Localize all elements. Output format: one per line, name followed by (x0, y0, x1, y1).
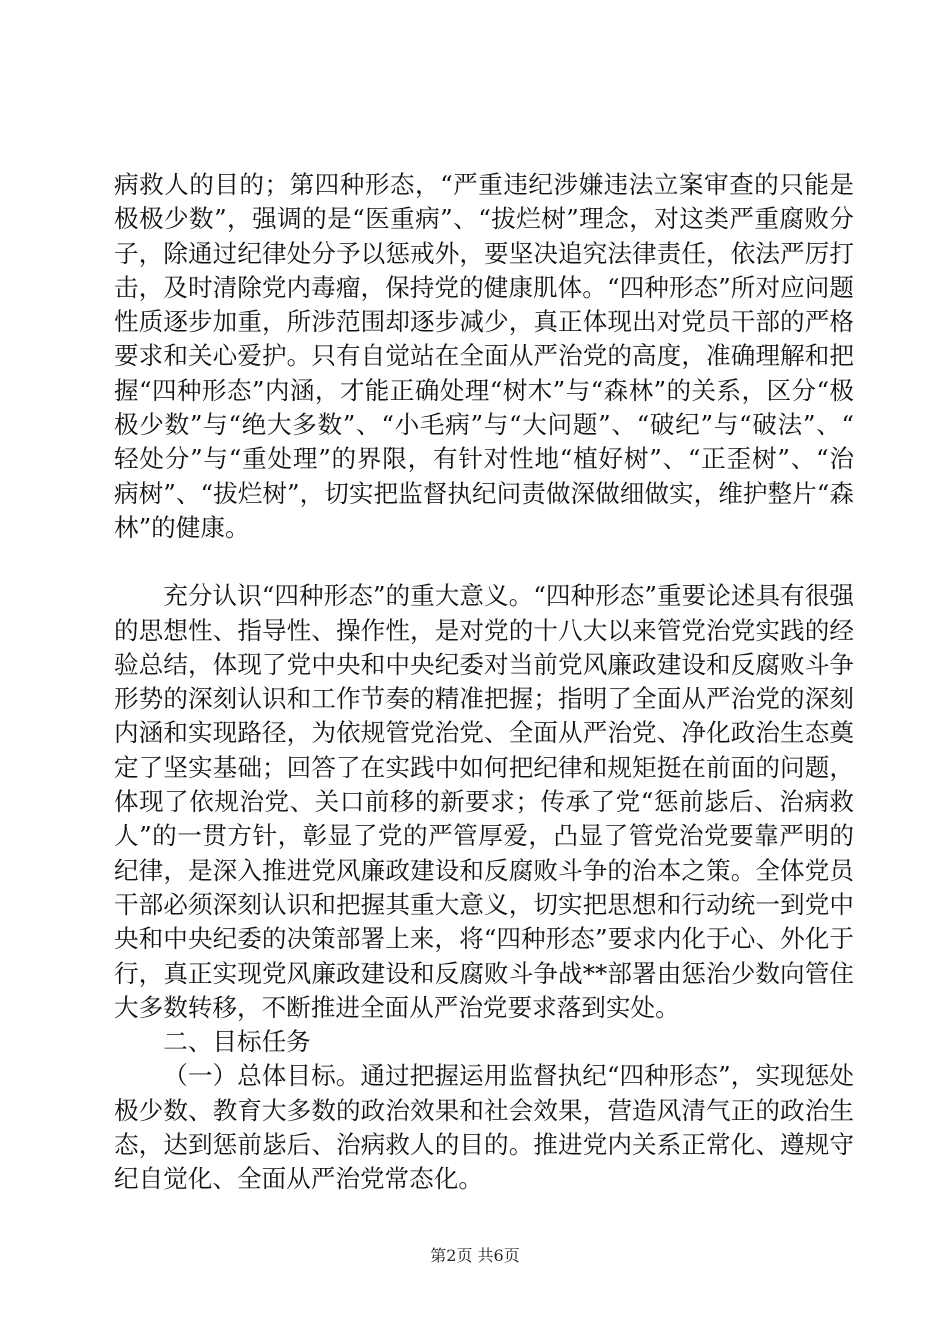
paragraph-spacer (114, 545, 854, 579)
document-body (114, 168, 854, 1197)
page-footer: 第2页 共6页 (430, 1246, 520, 1265)
paragraph-continuation: 病救人的目的；第四种形态，“严重违纪涉嫌违法立案审查的只能是极极少数”，强调的是“医重病”、“拔烂树”理念，对这类严重腐败分子，除通过纪律处分予以惩戒外，要坚决追究法律责任，依法严厉打击，及时清除党内毒瘤，保持党的健康肌体。“四种形态”所对应问题性质逐步加重，所涉范围却逐步减少，真正体现出对党员干部的严格要求和关心爱护。只有自觉站在全面从严治党的高度，准确理解和把握“四种形态”内涵，才能正确处理“树木”与“森林”的关系，区分“极极少数”与“绝大多数”、“小毛病”与“大问题”、“破纪”与“破法”、“轻处分”与“重处理”的界限，有针对性地“植好树”、“正歪树”、“治病树”、“拔烂树”，切实把监督执纪问责做深做细做实，维护整片“森林”的健康。 (114, 170, 854, 542)
paragraph-overall-goal: （一）总体目标。通过把握运用监督执纪“四种形态”，实现惩处极少数、教育大多数的政治效果和社会效果，营造风清气正的政治生态，达到惩前毖后、治病救人的目的。推进党内关系正常化、遵规守纪自觉化、全面从严治党常态化。 (114, 1061, 854, 1194)
section-heading: 二、目标任务 (163, 1027, 311, 1057)
paragraph-significance: 充分认识“四种形态”的重大意义。“四种形态”重要论述具有很强的思想性、指导性、操作性，是对党的十八大以来管党治党实践的经验总结，体现了党中央和中央纪委对当前党风廉政建设和反腐败斗争形势的深刻认识和工作节奏的精准把握；指明了全面从严治党的深刻内涵和实现路径，为依规管党治党、全面从严治党、净化政治生态奠定了坚实基础；回答了在实践中如何把纪律和规矩挺在前面的问题，体现了依规治党、关口前移的新要求；传承了党“惩前毖后、治病救人”的一贯方针，彰显了党的严管厚爱，凸显了管党治党要靠严明的纪律，是深入推进党风廉政建设和反腐败斗争的治本之策。全体党员干部必须深刻认识和把握其重大意义，切实把思想和行动统一到党中央和中央纪委的决策部署上来，将“四种形态”要求内化于心、外化于行，真正实现党风廉政建设和反腐败斗争战**部署由惩治少数向管住大多数转移，不断推进全面从严治党要求落到实处。 (114, 581, 854, 1022)
